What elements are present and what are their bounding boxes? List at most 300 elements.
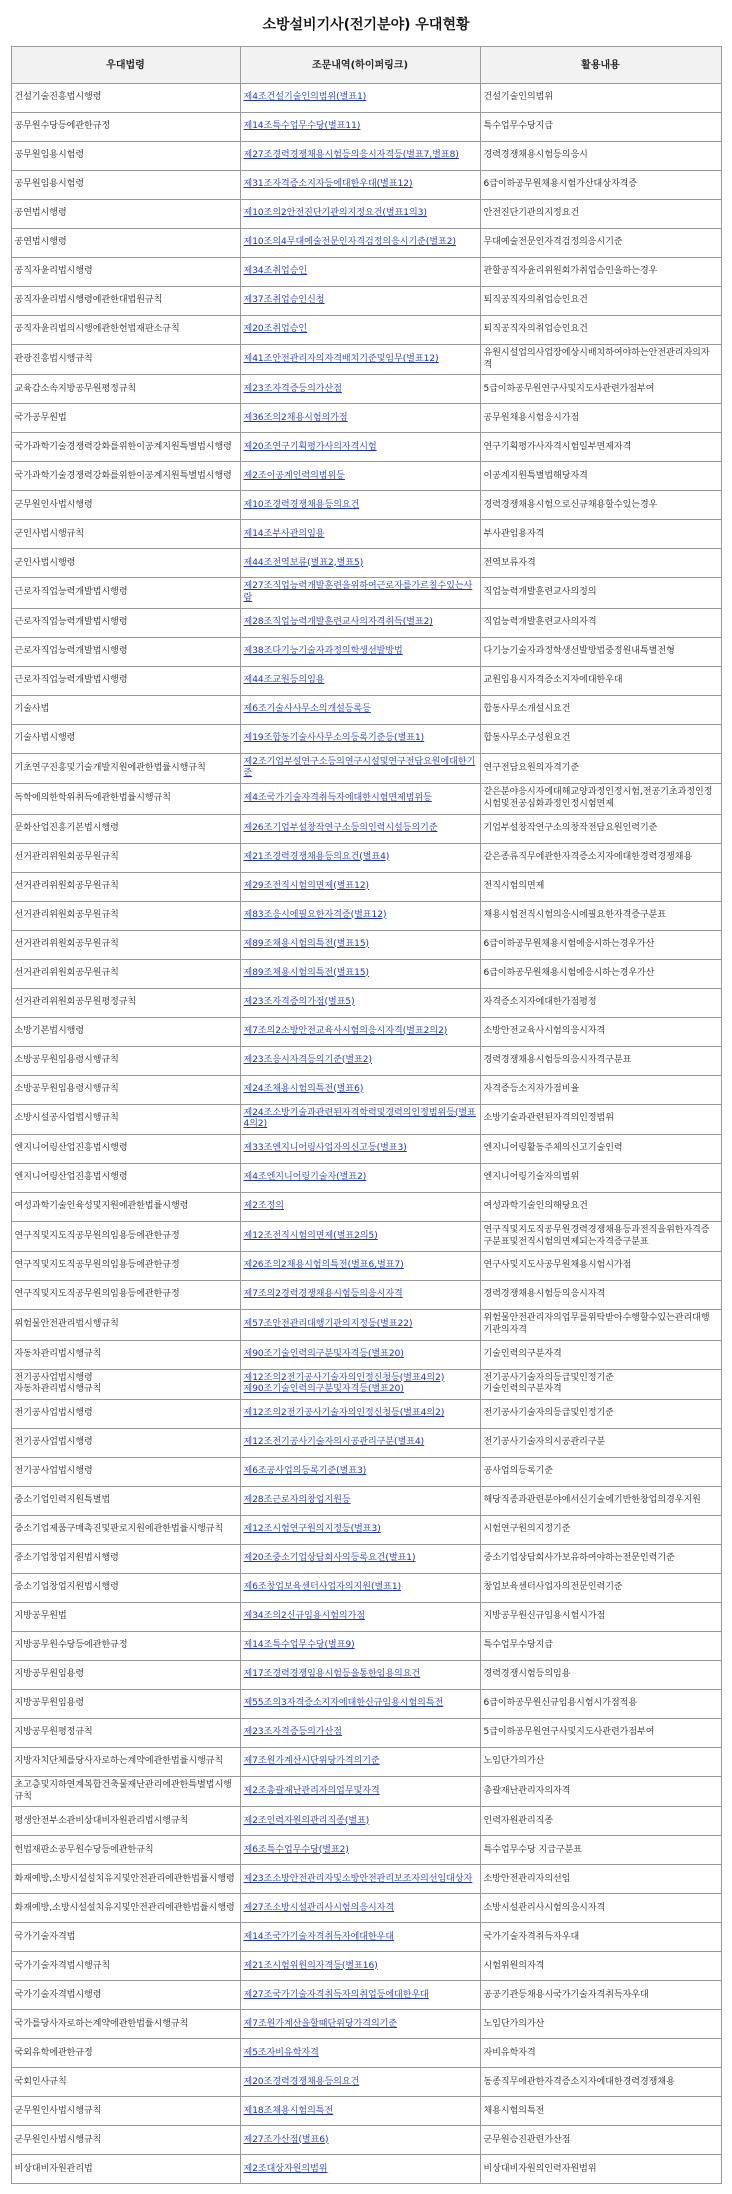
usage-cell: 지방공무원신규임용시험시가점 (480, 1603, 721, 1632)
table-row (11, 1981, 721, 2010)
usage-cell: 안전진단기관의지정요건 (480, 200, 721, 229)
table-row (11, 142, 721, 171)
article-link[interactable]: 제6조공사업의등록기준(별표3) (243, 1466, 367, 1477)
table-header-row (11, 47, 721, 84)
law-name-cell: 군인사법시행령 (11, 549, 240, 578)
article-link[interactable]: 제14조특수업무수당(별표9) (243, 1640, 355, 1651)
table-row (11, 1252, 721, 1281)
usage-cell: 관할공직자윤리위원회가취업승인을하는경우 (480, 258, 721, 287)
article-link-cell (240, 724, 480, 753)
table-row (11, 959, 721, 988)
table-row (11, 1545, 721, 1574)
article-link-cell (240, 1981, 480, 2010)
usage-cell: 노임단가의가산 (480, 1748, 721, 1777)
table-row (11, 1603, 721, 1632)
article-link[interactable]: 제44조교원등의임용 (243, 674, 325, 685)
usage-cell: 부사관임용자격 (480, 520, 721, 549)
article-link[interactable]: 제12조의2전기공사기술자의인정신청등(별표4의2) (243, 1408, 445, 1419)
law-name-cell: 독학에의한학위취득에관한법률시행규칙 (11, 784, 240, 814)
article-link-cell (240, 2155, 480, 2184)
table-row (11, 1458, 721, 1487)
header-law: 우대법령 (11, 47, 240, 84)
article-link[interactable]: 제89조채용시험의특전(별표15) (243, 967, 370, 978)
usage-cell: 이공계지원특별법해당자격 (480, 462, 721, 491)
usage-cell: 소방안전교육사시험의응시자격 (480, 1017, 721, 1046)
table-row (11, 1075, 721, 1104)
article-link[interactable]: 제28조근로자의창업지원등 (243, 1495, 351, 1506)
law-name-cell: 국가를당사자로하는계약에관한법률시행규칙 (11, 2010, 240, 2039)
article-link-cell (240, 1458, 480, 1487)
table-row (11, 113, 721, 142)
law-name-cell: 군무원인사법시행규칙 (11, 2097, 240, 2126)
law-name-cell: 초고층및지하연계복합건축물재난관리에관한특별법시행규칙 (11, 1777, 240, 1807)
usage-cell: 전기공사기술자의시공관리구분 (480, 1429, 721, 1458)
table-row (11, 2155, 721, 2184)
usage-cell: 엔지니어링기술자의범위 (480, 1163, 721, 1192)
law-name-cell: 근로자직업능력개발법시행령 (11, 578, 240, 608)
law-name-cell: 자동차관리법시행규칙 (11, 1340, 240, 1369)
table-row (11, 901, 721, 930)
article-link[interactable]: 제5조자비유학자격 (243, 2047, 319, 2058)
table-row (11, 608, 721, 637)
article-link[interactable]: 제27조직업능력개발훈련을위하여근로자를가르칠수있는사람 (243, 581, 473, 604)
table-row (11, 2039, 721, 2068)
table-row (11, 1192, 721, 1221)
law-name-cell: 근로자직업능력개발법시행령 (11, 666, 240, 695)
table-row (11, 520, 721, 549)
law-name-cell: 공무원임용시험령 (11, 142, 240, 171)
article-link[interactable]: 제23조소방안전관리자및소방안전관리보조자의선임대상자 (243, 1873, 473, 1884)
article-link-cell (240, 1017, 480, 1046)
usage-cell: 전역보류자격 (480, 549, 721, 578)
law-name-cell: 군무원인사법시행규칙 (11, 2126, 240, 2155)
table-row (11, 843, 721, 872)
law-name-cell: 국가기술자격법 (11, 1923, 240, 1952)
article-link[interactable]: 제6조특수업무수당(별표2) (243, 1844, 349, 1855)
usage-cell: 채용시험전직시험의응시에필요한자격증구분표 (480, 901, 721, 930)
article-link-cell (240, 1836, 480, 1865)
article-link-cell (240, 1952, 480, 1981)
table-row (11, 1310, 721, 1340)
article-link[interactable]: 제37조취업승인신청 (243, 295, 325, 306)
article-link[interactable]: 제2조정의 (243, 1201, 285, 1212)
law-name-cell: 공직자윤리법시행령에관한대법원규칙 (11, 287, 240, 316)
law-name-cell: 건설기술진흥법시행령 (11, 84, 240, 113)
article-link-cell (240, 1369, 480, 1399)
preference-table (11, 46, 722, 2184)
usage-cell: 공공기관등채용시국가기술자격취득자우대 (480, 1981, 721, 2010)
article-link[interactable]: 제12조전기공사기술자의시공관리구분(별표4) (243, 1437, 425, 1448)
usage-cell: 자격증등소지자가점비율 (480, 1075, 721, 1104)
article-link-cell (240, 2039, 480, 2068)
usage-cell: 5급이하공무원연구사및지도사관련가점부여 (480, 375, 721, 404)
usage-cell: 위험물안전관리자의업무를위탁받아수행할수있는관리대행기관의자격 (480, 1310, 721, 1340)
article-link-cell (240, 258, 480, 287)
law-name-cell: 국가기술자격법시행규칙 (11, 1952, 240, 1981)
law-name-cell: 군인사법시행규칙 (11, 520, 240, 549)
article-link-cell (240, 2126, 480, 2155)
article-link[interactable]: 제10조경력경쟁채용등의요건 (243, 499, 360, 510)
article-link[interactable]: 제12조시험연구원의지정등(별표3) (243, 1524, 381, 1535)
law-name-cell: 선거관리위원회공무원규칙 (11, 930, 240, 959)
article-link[interactable]: 제6조창업보육센터사업자의지원(별표1) (243, 1582, 402, 1593)
usage-cell: 노임단가의가산 (480, 2010, 721, 2039)
article-link[interactable]: 제27조가산점(별표6) (243, 2134, 329, 2145)
law-name-cell: 전기공사업법시행령 (11, 1400, 240, 1429)
article-link[interactable]: 제38조다기능기술자과정의학생선발방법 (243, 645, 403, 656)
law-name-cell: 국회인사규칙 (11, 2068, 240, 2097)
article-link[interactable]: 제24조소방기술과관련된자격학력및경력의인정범위등(별표4의2) (243, 1107, 476, 1130)
usage-cell: 시험위원의자격 (480, 1952, 721, 1981)
usage-cell: 전직시험의면제 (480, 872, 721, 901)
usage-cell: 공사업의등록기준 (480, 1458, 721, 1487)
article-link[interactable]: 제27조소방시설관리사시험의응시자격 (243, 1902, 395, 1913)
table-row (11, 1777, 721, 1807)
usage-cell: 총괄재난관리자의자격 (480, 1777, 721, 1807)
usage-cell: 소방기술과관련된자격의인정범위 (480, 1104, 721, 1134)
law-name-cell: 지방공무원법 (11, 1603, 240, 1632)
table-row (11, 1894, 721, 1923)
law-name-cell: 공직자윤리법시행령 (11, 258, 240, 287)
table-row (11, 1574, 721, 1603)
article-link[interactable]: 제21조경력경쟁채용등의요건(별표4) (243, 851, 390, 862)
article-link[interactable]: 제12조의2전기공사기술자의인정신청등(별표4의2) 제90조기술인력의구분및자격등(별표20) (243, 1372, 445, 1395)
article-link-cell (240, 608, 480, 637)
table-body (11, 84, 721, 2184)
table-row (11, 1429, 721, 1458)
usage-cell: 인력자원관리직종 (480, 1807, 721, 1836)
article-link-cell (240, 1310, 480, 1340)
law-name-cell: 근로자직업능력개발법시행령 (11, 608, 240, 637)
article-link-cell (240, 930, 480, 959)
article-link[interactable]: 제83조응시에필요한자격증(별표12) (243, 909, 387, 920)
article-link[interactable]: 제2조기업부설연구소등의연구시설및연구전담요원에대한기준 (243, 756, 476, 779)
article-link[interactable]: 제4조국가기술자격취득자에대한시험면제범위등 (243, 792, 432, 803)
article-link[interactable]: 제31조자격증소지자등에대한우대(별표12) (243, 179, 413, 190)
article-link[interactable]: 제2조대상자원의범위 (243, 2163, 328, 2174)
law-name-cell: 중소기업창업지원법시행령 (11, 1574, 240, 1603)
usage-cell: 다기능기술자과정학생선발방법중정원내특별전형 (480, 637, 721, 666)
law-name-cell: 근로자직업능력개발법시행령 (11, 637, 240, 666)
table-row (11, 84, 721, 113)
table-row (11, 1046, 721, 1075)
article-link[interactable]: 제14조부사관의임용 (243, 528, 325, 539)
usage-cell: 6급이하공무원채용시험에응시하는경우가산 (480, 930, 721, 959)
law-name-cell: 화재예방,소방시설설치유지및안전관리에관한법률시행령 (11, 1865, 240, 1894)
law-name-cell: 지방공무원수당등에관한규정 (11, 1632, 240, 1661)
usage-cell: 직업능력개발훈련교사의정의 (480, 578, 721, 608)
article-link-cell (240, 1923, 480, 1952)
table-row (11, 1221, 721, 1251)
header-usage: 활용내용 (480, 47, 721, 84)
article-link[interactable]: 제14조특수업무수당(별표11) (243, 121, 361, 132)
usage-cell: 여성과학기술인의해당요건 (480, 1192, 721, 1221)
article-link-cell (240, 872, 480, 901)
article-link[interactable]: 제10조의2안전진단기관의지정요건(별표1의3) (243, 208, 427, 219)
table-row (11, 1487, 721, 1516)
article-link-cell (240, 2010, 480, 2039)
article-link[interactable]: 제4조건설기술인의범위(별표1) (243, 92, 367, 103)
law-name-cell: 선거관리위원회공무원규칙 (11, 901, 240, 930)
usage-cell: 창업보육센터사업자의전문인력기준 (480, 1574, 721, 1603)
article-link[interactable]: 제7조원가계산시단위당가격의기준 (243, 1756, 380, 1767)
law-name-cell: 기술사법 (11, 695, 240, 724)
article-link-cell (240, 1075, 480, 1104)
law-name-cell: 지방공무원임용령 (11, 1661, 240, 1690)
article-link[interactable]: 제55조의3자격증소지자에대한신규임용시험의특전 (243, 1698, 444, 1709)
table-row (11, 753, 721, 783)
table-row (11, 2097, 721, 2126)
article-link[interactable]: 제26조기업부설창작연구소등의인력시설등의기준 (243, 822, 438, 833)
law-name-cell: 평생안전부소관비상대비자원관리법시행규칙 (11, 1807, 240, 1836)
usage-cell: 합동사무소개설시요건 (480, 695, 721, 724)
article-link-cell (240, 1192, 480, 1221)
law-name-cell: 헌법재판소공무원수당등에관한규칙 (11, 1836, 240, 1865)
table-row (11, 375, 721, 404)
article-link[interactable]: 제29조전직시험의면제(별표12) (243, 880, 370, 891)
article-link[interactable]: 제34조의2신규임용시험의가점 (243, 1611, 366, 1622)
article-link[interactable]: 제21조시험위원의자격등(별표16) (243, 1960, 378, 1971)
article-link[interactable]: 제44조전역보류(별표2,별표5) (243, 557, 364, 568)
usage-cell: 무대예술전문인자격검정의응시기준 (480, 229, 721, 258)
usage-cell: 시험연구원의지정기준 (480, 1516, 721, 1545)
article-link-cell (240, 462, 480, 491)
usage-cell: 같은종류직무에관한자격증소지자에대한경력경쟁채용 (480, 843, 721, 872)
table-row (11, 200, 721, 229)
usage-cell: 5급이하공무원연구사및지도사관련가점부여 (480, 1719, 721, 1748)
usage-cell: 6급이하공무원채용시험가산대상자격증 (480, 171, 721, 200)
usage-cell: 특수업무수당지급 (480, 1632, 721, 1661)
article-link-cell (240, 1894, 480, 1923)
article-link[interactable]: 제41조안전관리자의자격배치기준및임무(별표12) (243, 353, 439, 364)
article-link-cell (240, 1865, 480, 1894)
usage-cell: 합동사무소구성원요건 (480, 724, 721, 753)
usage-cell: 경력경쟁채용시험으로신규채용할수있는경우 (480, 491, 721, 520)
law-name-cell: 선거관리위원회공무원규칙 (11, 872, 240, 901)
article-link-cell (240, 1163, 480, 1192)
article-link-cell (240, 171, 480, 200)
article-link[interactable]: 제23조자격증등의가산점 (243, 383, 342, 394)
table-row (11, 1369, 721, 1399)
law-name-cell: 전기공사업법시행령 (11, 1429, 240, 1458)
article-link[interactable]: 제27조국가기술자격취득자의취업등에대한우대 (243, 1989, 429, 2000)
article-link-cell (240, 1603, 480, 1632)
table-row (11, 1632, 721, 1661)
usage-cell: 6급이하공무원채용시험에응시하는경우가산 (480, 959, 721, 988)
article-link[interactable]: 제24조채용시험의특전(별표6) (243, 1083, 364, 1094)
usage-cell: 직업능력개발훈련교사의자격 (480, 608, 721, 637)
usage-cell: 경력경쟁시험등의임용 (480, 1661, 721, 1690)
article-link[interactable]: 제20조취업승인 (243, 324, 308, 335)
article-link-cell (240, 1807, 480, 1836)
article-link[interactable]: 제27조경력경쟁채용시험등의응시자격등(별표7,별표8) (243, 150, 459, 161)
usage-cell: 특수업무수당 지급구분표 (480, 1836, 721, 1865)
article-link-cell (240, 1487, 480, 1516)
article-link[interactable]: 제23조자격증등의가산점 (243, 1727, 342, 1738)
table-row (11, 1952, 721, 1981)
article-link-cell (240, 1429, 480, 1458)
article-link[interactable]: 제7조원가계산을할때단위당가격의기준 (243, 2018, 398, 2029)
law-name-cell: 엔지니어링산업진흥법시행령 (11, 1134, 240, 1163)
article-link[interactable]: 제36조의2채용시험의가점 (243, 412, 348, 423)
article-link-cell (240, 142, 480, 171)
usage-cell: 전기공사기술자의등급및인정기준 기술인력의구분자격 (480, 1369, 721, 1399)
usage-cell: 특수업무수당지급 (480, 113, 721, 142)
law-name-cell: 연구직및지도직공무원의임용등에관한규정 (11, 1281, 240, 1310)
usage-cell: 경력경쟁채용시험등의응시자격 (480, 1281, 721, 1310)
law-name-cell: 군무원인사법시행령 (11, 491, 240, 520)
usage-cell: 채용시험의특전 (480, 2097, 721, 2126)
table-row (11, 491, 721, 520)
article-link[interactable]: 제20조경력경쟁채용등의요건 (243, 2076, 360, 2087)
article-link-cell (240, 1632, 480, 1661)
article-link-cell (240, 2068, 480, 2097)
article-link[interactable]: 제23조자격증의가점(별표5) (243, 996, 355, 1007)
article-link[interactable]: 제57조안전관리대행기관의지정등(별표22) (243, 1319, 413, 1330)
usage-cell: 해당직종과관련분야에서신기술에기반한창업의경우지원 (480, 1487, 721, 1516)
article-link-cell (240, 1777, 480, 1807)
article-link[interactable]: 제28조직업능력개발훈련교사의자격취득(별표2) (243, 616, 433, 627)
article-link[interactable]: 제7조의2소방안전교육사시험의응시자격(별표2의2) (243, 1025, 448, 1036)
usage-cell: 건설기술인의범위 (480, 84, 721, 113)
law-name-cell: 소방기본법시행령 (11, 1017, 240, 1046)
law-name-cell: 중소기업인력지원특별법 (11, 1487, 240, 1516)
article-link[interactable]: 제10조의4무대예술전문인자격검정의응시기준(별표2) (243, 237, 457, 248)
usage-cell: 군무원승진관련가산점 (480, 2126, 721, 2155)
usage-cell: 기술인력의구분자격 (480, 1340, 721, 1369)
table-row (11, 666, 721, 695)
article-link-cell (240, 1340, 480, 1369)
article-link[interactable]: 제7조의2경력경쟁채용시험등의응시자격 (243, 1289, 403, 1300)
usage-cell: 비상대비자원의인력자원범위 (480, 2155, 721, 2184)
article-link-cell (240, 200, 480, 229)
table-row (11, 1865, 721, 1894)
article-link-cell (240, 1574, 480, 1603)
article-link-cell (240, 113, 480, 142)
table-row (11, 171, 721, 200)
article-link-cell (240, 287, 480, 316)
table-row (11, 1400, 721, 1429)
table-row (11, 784, 721, 814)
article-link[interactable]: 제2조이공계인력의범위등 (243, 470, 345, 481)
usage-cell: 자비유학자격 (480, 2039, 721, 2068)
article-link-cell (240, 1221, 480, 1251)
law-name-cell: 공무원임용시험령 (11, 171, 240, 200)
article-link[interactable]: 제17조경력경쟁임용시험등을통한임용의요건 (243, 1669, 421, 1680)
article-link[interactable]: 제89조채용시험의특전(별표15) (243, 938, 370, 949)
usage-cell: 6급이하공무원신규임용시험시가점적용 (480, 1690, 721, 1719)
law-name-cell: 연구직및지도직공무원의임용등에관한규정 (11, 1221, 240, 1251)
article-link-cell (240, 229, 480, 258)
usage-cell: 경력경쟁채용시험등의응시 (480, 142, 721, 171)
table-row (11, 724, 721, 753)
article-link[interactable]: 제20조중소기업상담회사의등록요건(별표1) (243, 1553, 416, 1564)
table-row (11, 433, 721, 462)
table-row (11, 1134, 721, 1163)
law-name-cell: 화재예방,소방시설설치유지및안전관리에관한법률시행령 (11, 1894, 240, 1923)
article-link[interactable]: 제23조응시자격등의기준(별표2) (243, 1054, 373, 1065)
usage-cell: 소방안전관리자의선임 (480, 1865, 721, 1894)
table-row (11, 287, 721, 316)
table-row (11, 1017, 721, 1046)
law-name-cell: 국가기술자격법시행령 (11, 1981, 240, 2010)
article-link[interactable]: 제33조엔지니어링사업자의신고등(별표3) (243, 1143, 407, 1154)
article-link[interactable]: 제20조연구기획평가사의자격시험 (243, 441, 377, 452)
article-link-cell (240, 814, 480, 843)
article-link[interactable]: 제2조총괄재난관리자의업무및자격 (243, 1785, 380, 1796)
law-name-cell: 공직자윤리법의시행에관한헌법재판소규칙 (11, 316, 240, 345)
header-article-link: 조문내역(하이퍼링크) (240, 47, 480, 84)
law-name-cell: 연구직및지도직공무원의임용등에관한규정 (11, 1252, 240, 1281)
article-link-cell (240, 959, 480, 988)
law-name-cell: 선거관리위원회공무원규칙 (11, 843, 240, 872)
law-name-cell: 중소기업창업지원법시행령 (11, 1545, 240, 1574)
article-link[interactable]: 제90조기술인력의구분및자격등(별표20) (243, 1348, 404, 1359)
law-name-cell: 기술사법시행령 (11, 724, 240, 753)
usage-cell: 퇴직공직자의취업승인요건 (480, 316, 721, 345)
law-name-cell: 선거관리위원회공무원평정규칙 (11, 988, 240, 1017)
article-link[interactable]: 제18조채용시험의특전 (243, 2105, 334, 2116)
table-row (11, 637, 721, 666)
table-row (11, 316, 721, 345)
usage-cell: 연구직및지도직공무원경력경쟁채용등과전직을위한자격증구분표및전직시험의면제되는자격증구분표 (480, 1221, 721, 1251)
article-link-cell (240, 753, 480, 783)
article-link[interactable]: 제4조엔지니어링기술자(별표2) (243, 1172, 367, 1183)
law-name-cell: 공연법시행령 (11, 229, 240, 258)
article-link-cell (240, 1719, 480, 1748)
article-link-cell (240, 345, 480, 375)
table-row (11, 1923, 721, 1952)
table-row (11, 2068, 721, 2097)
table-row (11, 229, 721, 258)
table-row (11, 1719, 721, 1748)
table-row (11, 1748, 721, 1777)
article-link[interactable]: 제2조인력자원의관리직종(별표) (243, 1815, 370, 1826)
article-link[interactable]: 제19조합동기술사사무소의등록기준등(별표1) (243, 732, 425, 743)
table-row (11, 1807, 721, 1836)
table-row (11, 1661, 721, 1690)
article-link-cell (240, 666, 480, 695)
article-link-cell (240, 843, 480, 872)
law-name-cell: 지방자치단체를당사자로하는계약에관한법률시행규칙 (11, 1748, 240, 1777)
table-row (11, 258, 721, 287)
article-link-cell (240, 520, 480, 549)
table-row (11, 814, 721, 843)
article-link[interactable]: 제14조국가기술자격취득자에대한우대 (243, 1931, 395, 1942)
table-row (11, 2126, 721, 2155)
law-name-cell: 교육감소속지방공무원평정규칙 (11, 375, 240, 404)
table-row (11, 1163, 721, 1192)
law-name-cell: 지방공무원평정규칙 (11, 1719, 240, 1748)
law-name-cell: 지방공무원임용령 (11, 1690, 240, 1719)
article-link[interactable]: 제26조의2채용시험의특전(별표6,별표7) (243, 1260, 404, 1271)
usage-cell: 국가기술자격취득자우대 (480, 1923, 721, 1952)
usage-cell: 전기공사기술자의등급및인정기준 (480, 1400, 721, 1429)
article-link[interactable]: 제34조취업승인 (243, 266, 308, 277)
law-name-cell: 공무원수당등에관한규정 (11, 113, 240, 142)
article-link-cell (240, 1661, 480, 1690)
article-link[interactable]: 제12조전직시험의면제(별표2의5) (243, 1230, 378, 1241)
law-name-cell: 소방공무원임용령시행규칙 (11, 1075, 240, 1104)
article-link-cell (240, 375, 480, 404)
usage-cell: 동종직무에관한자격증소지자에대한경력경쟁채용 (480, 2068, 721, 2097)
usage-cell: 연구사및지도사공무원채용시험시가점 (480, 1252, 721, 1281)
article-link[interactable]: 제6조기술사사무소의개설등록등 (243, 703, 371, 714)
law-name-cell: 국가공무원법 (11, 404, 240, 433)
usage-cell: 유원시설업의사업장에상시배치하여야하는안전관리자의자격 (480, 345, 721, 375)
table-row (11, 872, 721, 901)
law-name-cell: 엔지니어링산업진흥법시행령 (11, 1163, 240, 1192)
